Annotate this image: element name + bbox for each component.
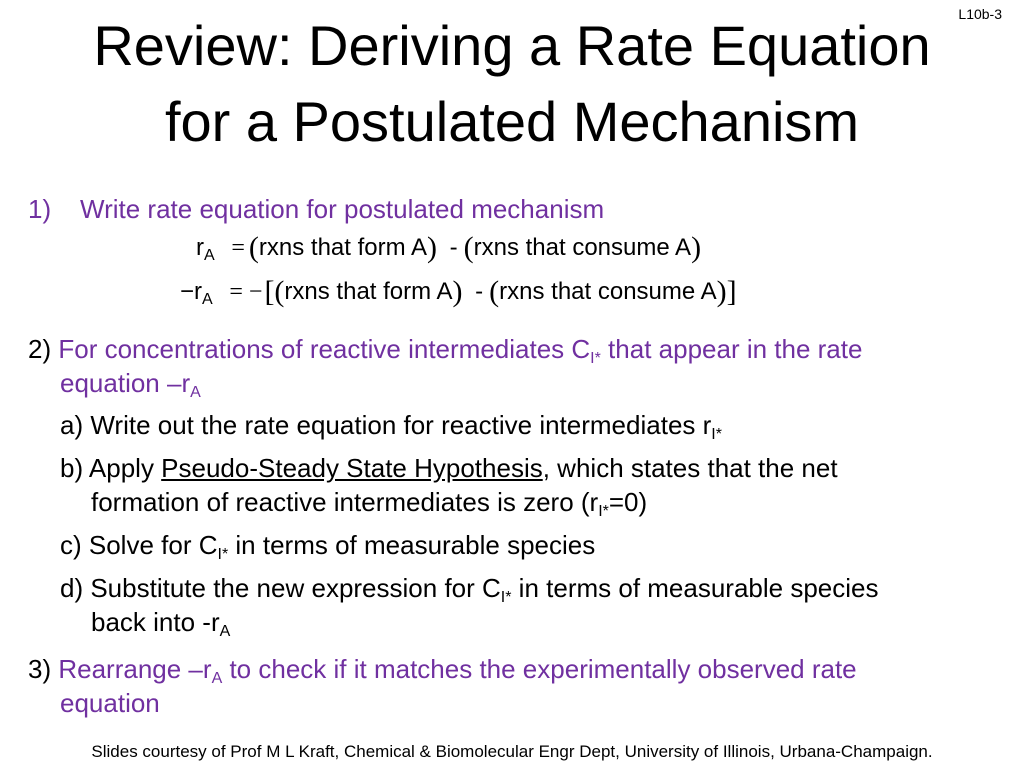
step2c-text-b: in terms of measurable species (228, 530, 596, 560)
eq1-lhs: r (196, 234, 204, 261)
step3-sub: A (211, 670, 223, 687)
step2-text-c-sub: A (190, 384, 201, 401)
step2a-text: a) Write out the rate equation for reactive intermediates r (60, 410, 712, 440)
eq1-lhs-sub: A (204, 247, 215, 264)
step3-line1 (28, 653, 857, 685)
eq1-consume: rxns that consume A (473, 234, 692, 261)
pshh-link[interactable]: Pseudo-Steady State Hypothesis (161, 453, 543, 483)
step2-text-c: equation –r (60, 368, 191, 398)
step2-text-a: For concentrations of reactive intermediates C (58, 334, 591, 364)
slide-number: L10b-3 (958, 6, 1002, 22)
eq1-minus: - (449, 234, 458, 261)
slide-title-line2: for a Postulated Mechanism (164, 90, 860, 153)
step2d-text-b: in terms of measurable species (511, 573, 879, 603)
step2d-text-a: d) Substitute the new expression for C (60, 573, 501, 603)
step3-marker: 3) (28, 654, 52, 684)
eq2-lhs: −r (180, 278, 203, 305)
step2a-sub: I* (711, 426, 722, 443)
eq2-consume: rxns that consume A (499, 278, 717, 305)
step3-text-b: to check if it matches the experimentally observed rate (222, 654, 857, 684)
eq2-minus: - (475, 278, 484, 305)
step2b-text-c: formation of reactive intermediates is zero (r (91, 487, 599, 517)
step3-line2: equation (60, 688, 160, 718)
step3-text-a: Rearrange –r (58, 654, 212, 684)
eq1-form: rxns that form A (258, 234, 427, 261)
step2d-text-c-sub: A (219, 623, 231, 640)
step2c-text-a: c) Solve for C (60, 530, 218, 560)
step2b-line1 (60, 452, 838, 484)
footer-credit: Slides courtesy of Prof M L Kraft, Chemical & Biomolecular Engr Dept, University of Illinois, Urbana-Champaign. (91, 742, 933, 761)
step2d-line2 (91, 606, 230, 638)
step2-line1 (28, 333, 862, 365)
eq2-equals: = − (229, 279, 263, 305)
step2a (60, 409, 722, 441)
slide-title-line1: Review: Deriving a Rate Equation (93, 14, 931, 77)
eq2-lhs-sub: A (202, 291, 213, 308)
step2b-text-d: =0) (608, 487, 648, 517)
equation-2: $-r_A$ = −[(rxns that form A) - (rxns that consume A)] (180, 275, 737, 308)
step2c (60, 529, 595, 561)
step2c-sub: I* (217, 546, 229, 563)
step2d-line1 (60, 572, 879, 604)
step2b-line2 (91, 486, 647, 518)
step2-sub: I* (590, 350, 601, 367)
step2b-text-c-sub: I* (598, 503, 609, 520)
step2-text-b: that appear in the rate (600, 334, 863, 364)
step1-marker: 1) (28, 194, 52, 224)
step1-text: Write rate equation for postulated mechanism (80, 194, 605, 224)
step2-marker: 2) (28, 334, 52, 364)
step2d-sub: I* (500, 589, 512, 606)
eq1-equals: = (231, 235, 245, 261)
step2d-text-c: back into -r (91, 607, 220, 637)
step2b-text-a: b) Apply (60, 453, 162, 483)
eq2-form: rxns that form A (284, 278, 453, 305)
step2b-text-b: , which states that the net (542, 453, 838, 483)
step2-line2 (60, 367, 201, 399)
equation-1: $r_A$ = (rxns that form A) - (rxns that consume A) (196, 231, 702, 264)
